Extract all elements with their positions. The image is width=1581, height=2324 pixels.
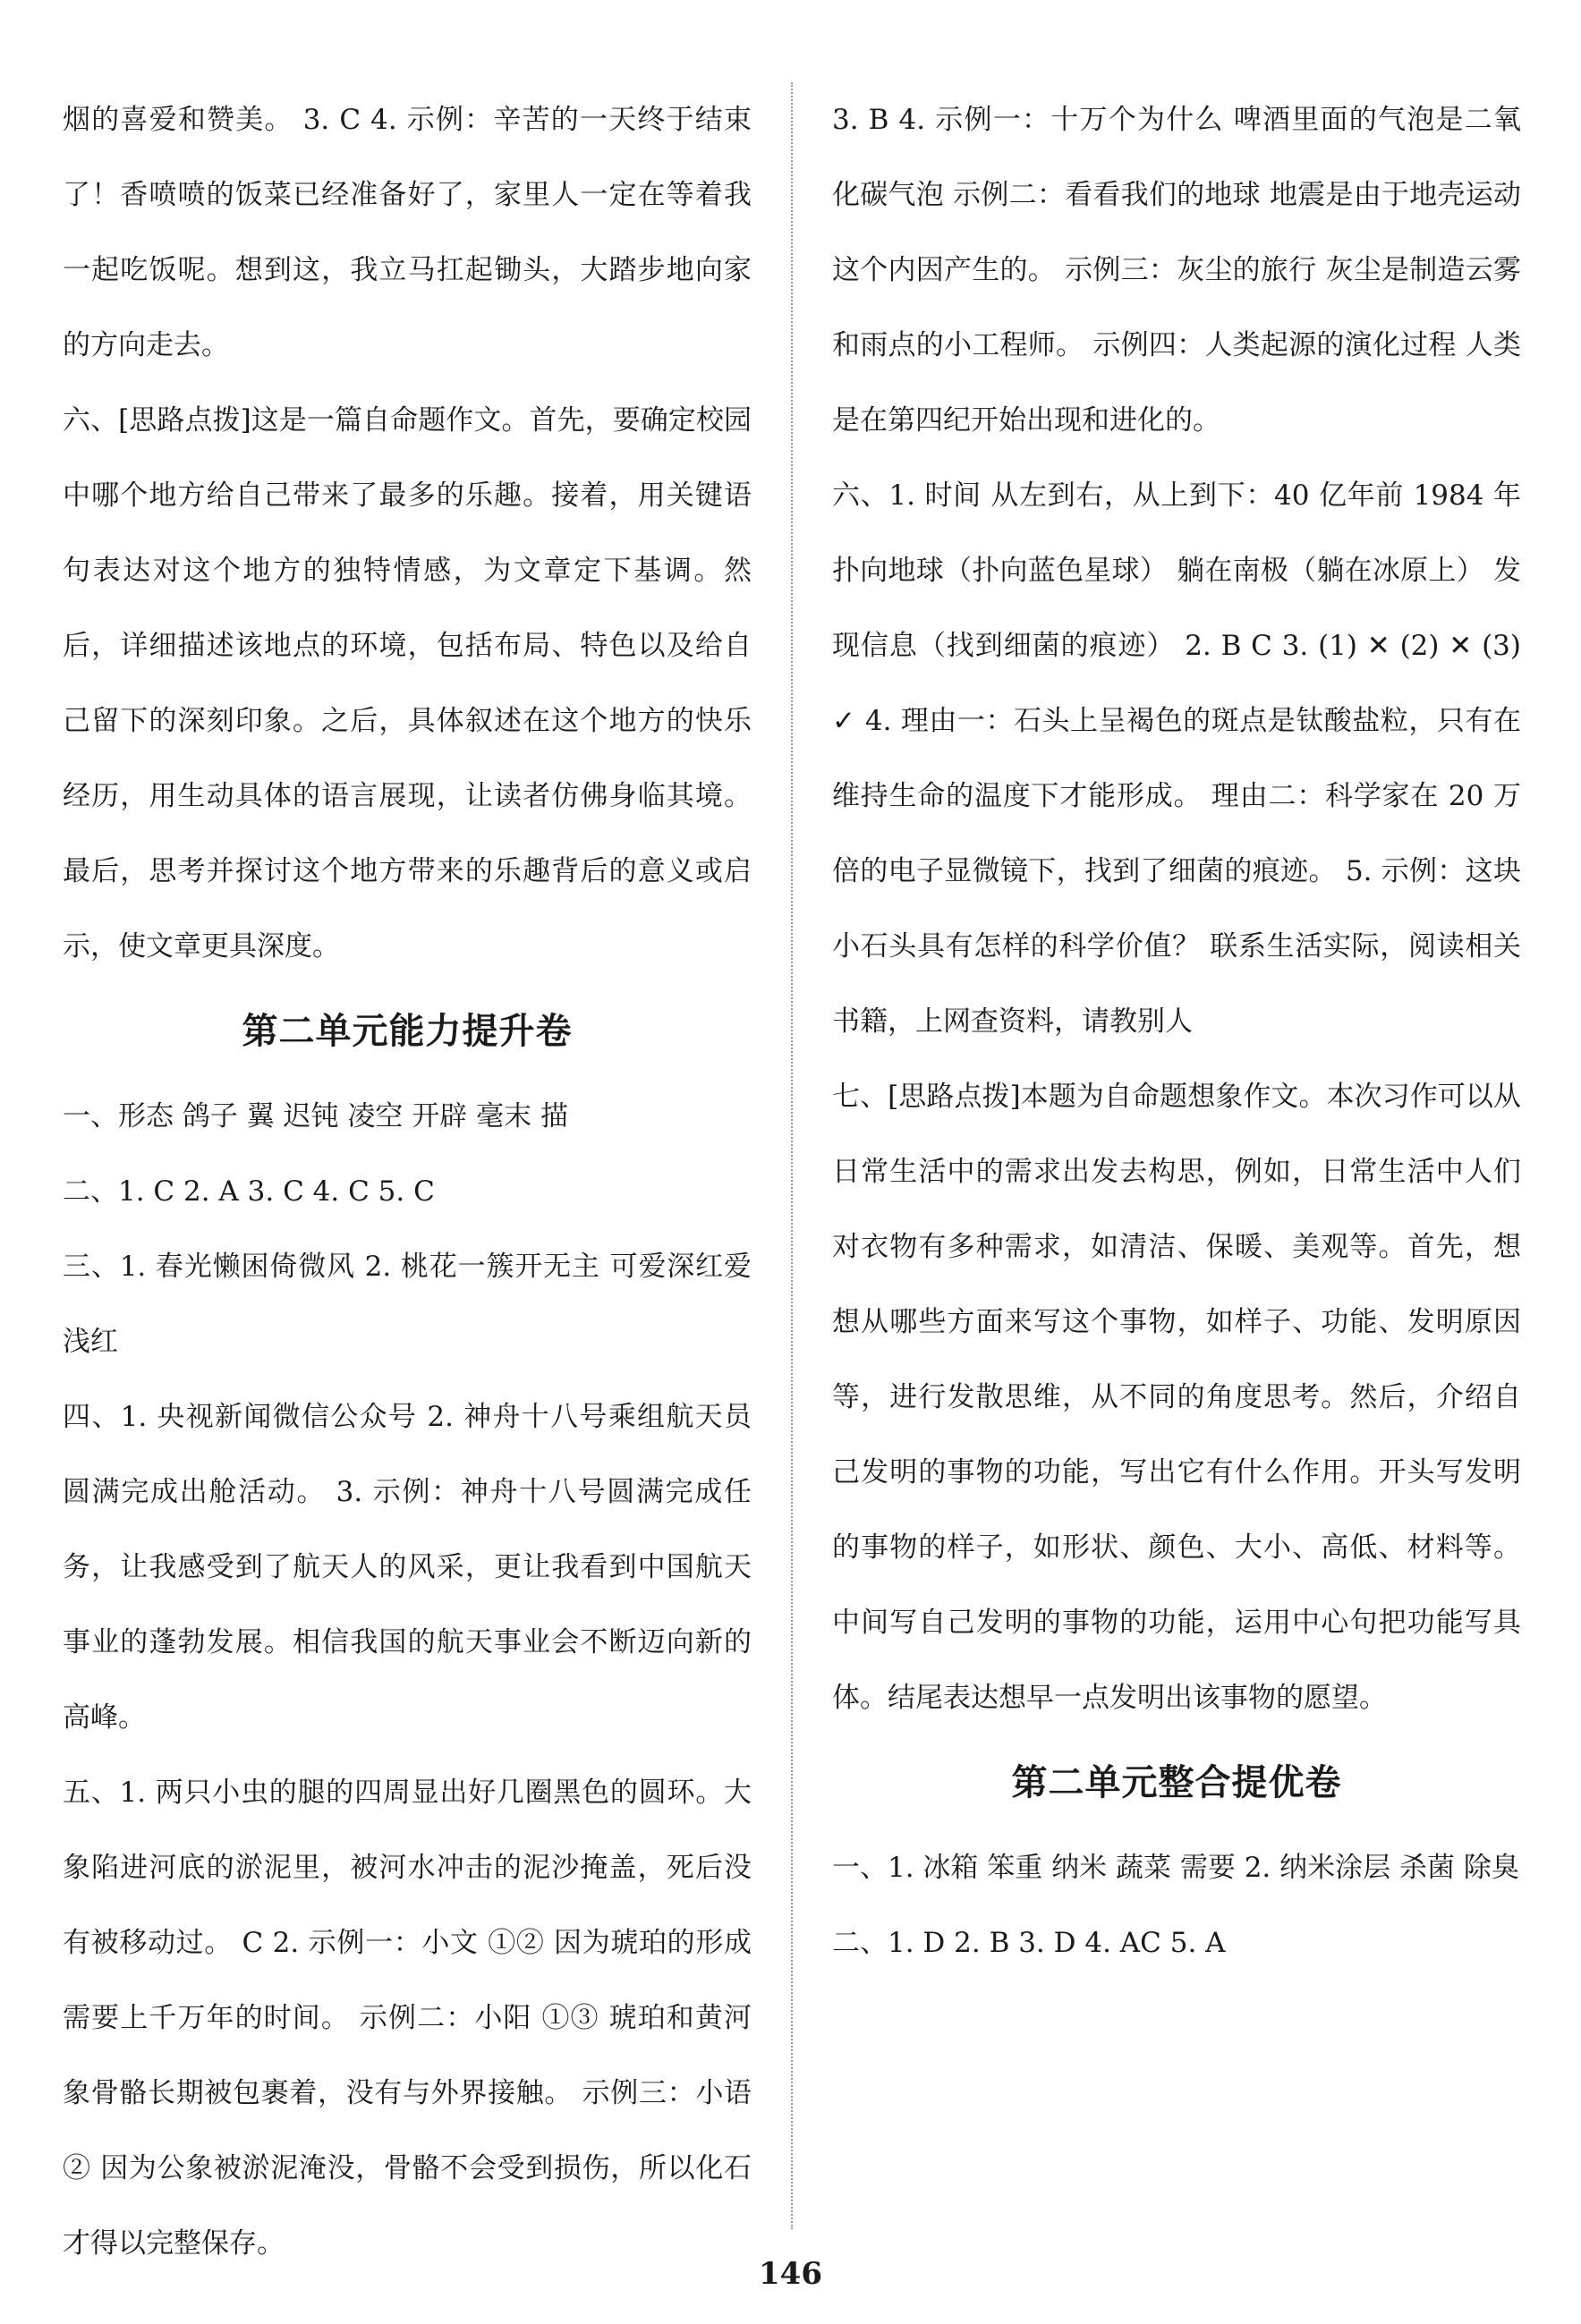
section-title: 第二单元能力提升卷 <box>242 1011 573 1052</box>
left-column <box>63 82 752 2281</box>
answer-paragraph: 一、1. 冰箱 笨重 纳米 蔬菜 需要 2. 纳米涂层 杀菌 除臭 <box>832 1852 1519 1884</box>
page-number: 146 <box>759 2256 822 2292</box>
answer-paragraph: 3. B 4. 示例一：十万个为什么 啤酒里面的气泡是二氧化碳气泡 示例二：看看我们的地球 地震是由于地壳运动这个内因产生的。 示例三：灰尘的旅行 灰尘是制造云雾和雨点的小工程师。 示例四：人类起源的演化过程 人类是在第四纪开始出现和进化的。 <box>832 104 1521 437</box>
answer-paragraph: 烟的喜爱和赞美。 3. C 4. 示例：辛苦的一天终于结束了！香喷喷的饭菜已经准备好了，家里人一定在等着我一起吃饭呢。想到这，我立马扛起锄头，大踏步地向家的方向走去。 <box>63 104 752 361</box>
answer-paragraph: 六、1. 时间 从左到右，从上到下：40 亿年前 1984 年 扑向地球（扑向蓝色星球） 躺在南极（躺在冰原上） 发现信息（找到细菌的痕迹） 2. B C 3. (1) ✕ (2) ✕ (3) ✓ 4. 理由一：石头上呈褐色的斑点是钛酸盐粒，只有在维持生命的温度下才能形成。 理由二：科学家在 20 万倍的电子显微镜下，找到了细菌的痕迹。 5. 示例：这块小石头具有怎样的科学价值？ 联系生活实际，阅读相关书籍，上网查资料，请教别人 <box>832 479 1521 1038</box>
column-divider <box>791 82 793 2229</box>
answer-paragraph: 二、1. D 2. B 3. D 4. AC 5. A <box>832 1927 1226 1959</box>
answer-paragraph: 一、形态 鸽子 翼 迟钝 凌空 开辟 毫末 描 <box>63 1100 568 1132</box>
answer-paragraph: 五、1. 两只小虫的腿的四周显出好几圈黑色的圆环。大象陷进河底的淤泥里，被河水冲击的泥沙掩盖，死后没有被移动过。 C 2. 示例一：小文 ①② 因为琥珀的形成需要上千万年的时间。 示例二：小阳 ①③ 琥珀和黄河象骨骼长期被包裹着，没有与外界接触。 示例三：小语 ② 因为公象被淤泥淹没，骨骼不会受到损伤，所以化石才得以完整保存。 <box>63 1777 752 2260</box>
answer-paragraph: 六、[思路点拨]这是一篇自命题作文。首先，要确定校园中哪个地方给自己带来了最多的乐趣。接着，用关键语句表达对这个地方的独特情感，为文章定下基调。然后，详细描述该地点的环境，包括布局、特色以及给自己留下的深刻印象。之后，具体叙述在这个地方的快乐经历，用生动具体的语言展现，让读者仿佛身临其境。最后，思考并探讨这个地方带来的乐趣背后的意义或启示，使文章更具深度。 <box>63 404 752 963</box>
answer-paragraph: 二、1. C 2. A 3. C 4. C 5. C <box>63 1175 435 1208</box>
answer-paragraph: 七、[思路点拨]本题为自命题想象作文。本次习作可以从日常生活中的需求出发去构思，例如，日常生活中人们对衣物有多种需求，如清洁、保暖、美观等。首先，想想从哪些方面来写这个事物，如样子、功能、发明原因等，进行发散思维，从不同的角度思考。然后，介绍自己发明的事物的功能，写出它有什么作用。开头写发明的事物的样子，如形状、颜色、大小、高低、材料等。中间写自己发明的事物的功能，运用中心句把功能写具体。结尾表达想早一点发明出该事物的愿望。 <box>832 1081 1521 1714</box>
section-title: 第二单元整合提优卷 <box>1011 1762 1342 1803</box>
right-column <box>832 82 1521 1980</box>
answer-paragraph: 四、1. 央视新闻微信公众号 2. 神舟十八号乘组航天员圆满完成出舱活动。 3. 示例：神舟十八号圆满完成任务，让我感受到了航天人的风采，更让我看到中国航天事业的蓬勃发展。相信我国的航天事业会不断迈向新的高峰。 <box>63 1401 752 1734</box>
answer-paragraph: 三、1. 春光懒困倚微风 2. 桃花一簇开无主 可爱深红爱浅红 <box>63 1251 752 1358</box>
